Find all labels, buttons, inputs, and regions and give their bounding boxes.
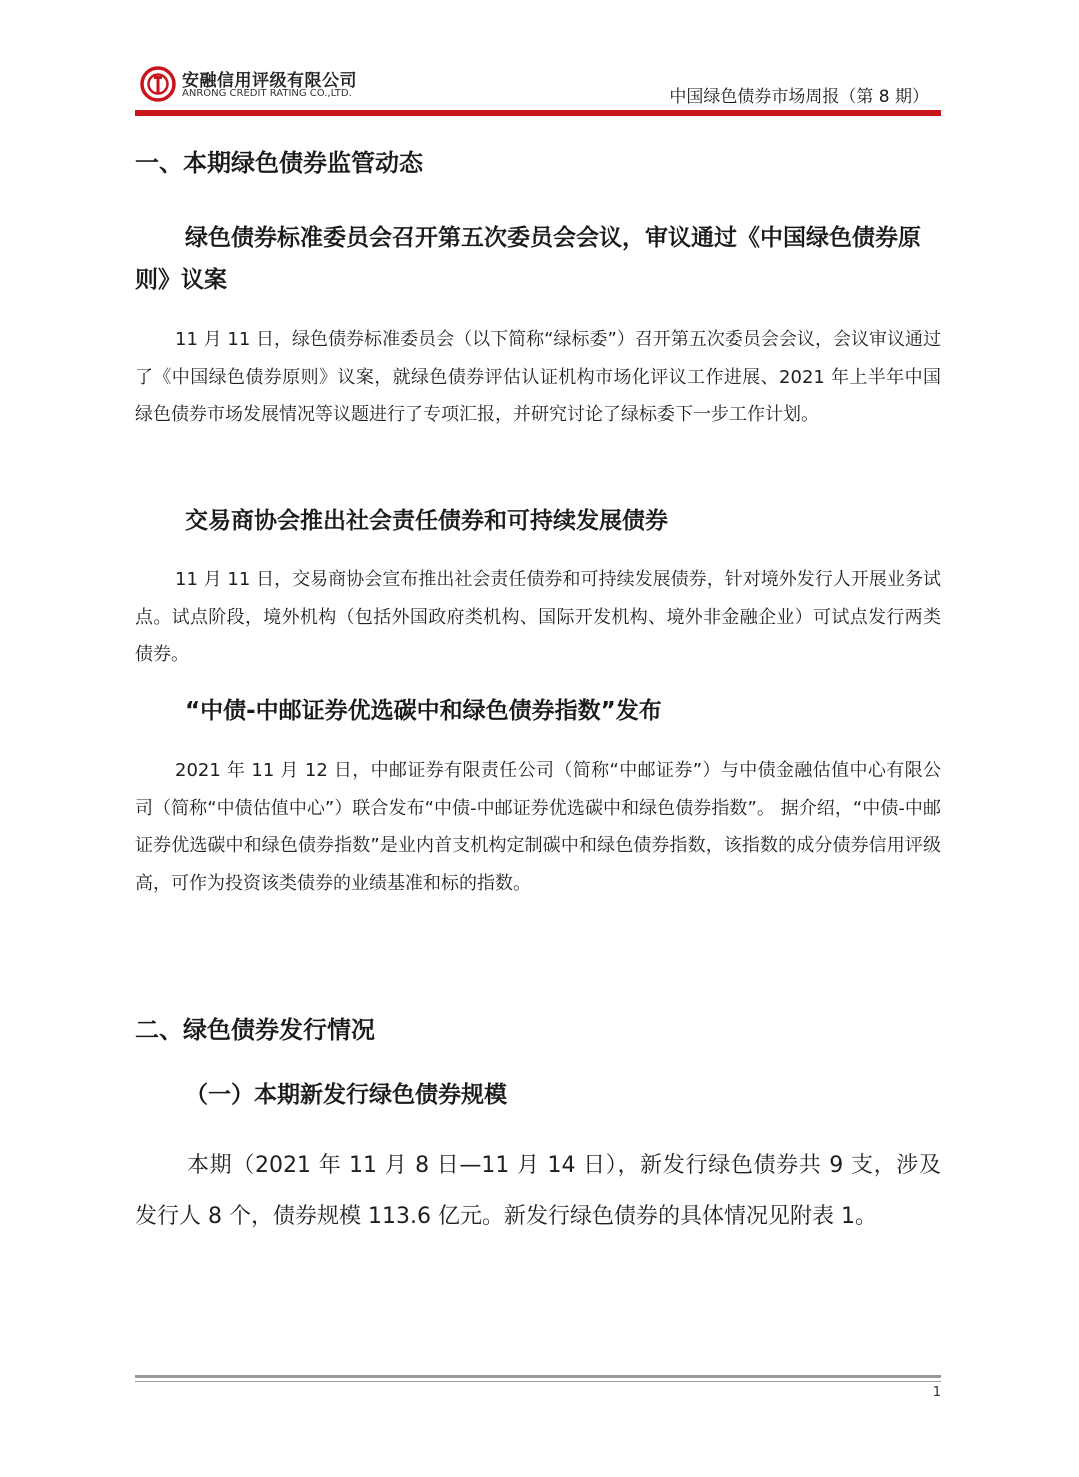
report-title: 中国绿色债券市场周报（第 8 期）: [669, 87, 929, 107]
news-heading-3: “中债-中邮证券优选碳中和绿色债券指数”发布: [185, 698, 662, 724]
company-name-en: ANRONG CREDIT RATING CO.,LTD.: [182, 88, 352, 99]
issuance-summary: 本期（2021 年 11 月 8 日—11 月 14 日），新发行绿色债券共 9 支，涉及发行人 8 个，债券规模 113.6 亿元。新发行绿色债券的具体情况见附表 1。: [135, 1153, 941, 1229]
news-heading-2: 交易商协会推出社会责任债券和可持续发展债券: [185, 508, 668, 534]
company-name-cn: 安融信用评级有限公司: [182, 71, 357, 91]
page-number: 1: [932, 1385, 941, 1400]
footer-divider: [135, 1375, 941, 1378]
section-title-issuance: 二、绿色债券发行情况: [135, 1016, 375, 1044]
anrong-logo-icon: [140, 66, 176, 102]
news-heading-1: 绿色债券标准委员会召开第五次委员会会议，审议通过《中国绿色债券原则》议案: [135, 225, 921, 293]
news-body-2: 11 月 11 日，交易商协会宣布推出社会责任债券和可持续发展债券，针对境外发行人开展业务试点。试点阶段，境外机构（包括外国政府类机构、国际开发机构、境外非金融企业）可试点发行两类债券。: [135, 569, 941, 665]
news-body-3: 2021 年 11 月 12 日，中邮证券有限责任公司（简称“中邮证券”）与中债金融估值中心有限公司（简称“中债估值中心”）联合发布“中债-中邮证券优选碳中和绿色债券指数”。 据介绍，“中债-中邮证券优选碳中和绿色债券指数”是业内首支机构定制碳中和绿色债券指数，该指数的成分债券信用评级高，可作为投资该类债券的业绩基准和标的指数。: [135, 760, 941, 894]
subsection-title-scale: （一）本期新发行绿色债券规模: [185, 1082, 507, 1108]
section-title-regulatory: 一、本期绿色债券监管动态: [135, 149, 423, 177]
news-body-1: 11 月 11 日，绿色债券标准委员会（以下简称“绿标委”）召开第五次委员会会议，会议审议通过了《中国绿色债券原则》议案，就绿色债券评估认证机构市场化评议工作进展、2021 年上半年中国绿色债券市场发展情况等议题进行了专项汇报，并研究讨论了绿标委下一步工作计划。: [135, 329, 941, 425]
header-divider: [135, 110, 941, 116]
footer-divider-thin: [135, 1381, 941, 1382]
